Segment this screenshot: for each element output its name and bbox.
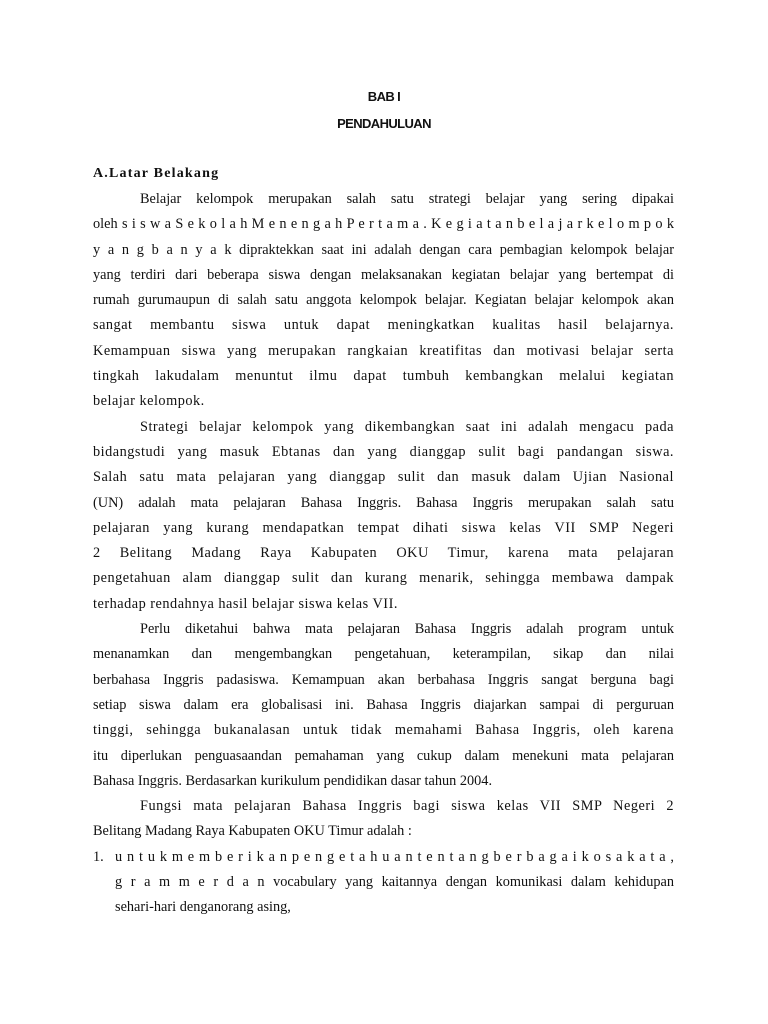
paragraph-line: setiap siswa dalam era globalisasi ini. Bahasa Inggris diajarkan sampai di perguruan <box>93 696 674 713</box>
chapter-title: PENDAHULUAN <box>337 116 431 131</box>
list-item-line: g r a m m e r d a n vocabulary yang kaitannya dengan komunikasi dalam kehidupan <box>115 874 674 891</box>
paragraph-line: belajar kelompok. <box>93 393 205 410</box>
paragraph-line: bidangstudi yang masuk Ebtanas dan yang dianggap sulit bagi pandangan siswa. <box>93 443 674 460</box>
paragraph-line: rumah gurumaupun di salah satu anggota kelompok belajar. Kegiatan belajar kelompok akan <box>93 292 674 309</box>
paragraph-line: Fungsi mata pelajaran Bahasa Inggris bagi siswa kelas VII SMP Negeri 2 <box>140 798 674 815</box>
list-item-text: u n t u k m e m b e r i k a n p e n g e t a h u a n t e n t a n g b e r b a g a i k o s a k a t a , <box>115 848 674 865</box>
paragraph-line: tingkah lakudalam menuntut ilmu dapat tumbuh kembangkan melalui kegiatan <box>93 368 674 385</box>
paragraph-line: Perlu diketahui bahwa mata pelajaran Bahasa Inggris adalah program untuk <box>140 621 674 638</box>
paragraph-line: y a n g b a n y a k dipraktekkan saat ini adalah dengan cara pembagian kelompok belajar <box>93 241 674 258</box>
paragraph-line: 2 Belitang Madang Raya Kabupaten OKU Timur, karena mata pelajaran <box>93 545 674 562</box>
paragraph-line: menanamkan dan mengembangkan pengetahuan, keterampilan, sikap dan nilai <box>93 646 674 663</box>
paragraph-line: Strategi belajar kelompok yang dikembangkan saat ini adalah mengacu pada <box>140 418 674 435</box>
list-item-line <box>93 845 674 870</box>
body-text <box>93 187 674 921</box>
list-item-line: sehari-hari denganorang asing, <box>115 899 291 916</box>
paragraph-line: Kemampuan siswa yang merupakan rangkaian kreatifitas dan motivasi belajar serta <box>93 342 674 359</box>
paragraph-line: berbahasa Inggris padasiswa. Kemampuan akan berbahasa Inggris sangat berguna bagi <box>93 671 674 688</box>
paragraph-line: oleh s i s w a S e k o l a h M e n e n g a h P e r t a m a . K e g i a t a n b e l a j a r k e l o m p o k <box>93 216 674 233</box>
chapter-number: BAB I <box>367 89 401 104</box>
paragraph-line: Bahasa Inggris. Berdasarkan kurikulum pendidikan dasar tahun 2004. <box>93 772 493 789</box>
paragraph-line: Belitang Madang Raya Kabupaten OKU Timur adalah : <box>93 823 412 840</box>
paragraph-line: terhadap rendahnya hasil belajar siswa kelas VII. <box>93 595 398 612</box>
paragraph-line: Salah satu mata pelajaran yang dianggap sulit dan masuk dalam Ujian Nasional <box>93 469 674 486</box>
paragraph-line: tinggi, sehingga bukanalasan untuk tidak memahami Bahasa Inggris, oleh karena <box>93 722 674 739</box>
section-heading: A.Latar Belakang <box>93 166 220 181</box>
paragraph-line: (UN) adalah mata pelajaran Bahasa Inggris. Bahasa Inggris merupakan salah satu <box>93 494 674 511</box>
paragraph-line: yang terdiri dari beberapa siswa dengan melaksanakan kegiatan belajar yang bertempat di <box>93 266 674 283</box>
paragraph-line: sangat membantu siswa untuk dapat meningkatkan kualitas hasil belajarnya. <box>93 317 674 334</box>
paragraph-line: pelajaran yang kurang mendapatkan tempat dihati siswa kelas VII SMP Negeri <box>93 519 674 536</box>
paragraph-line: itu diperlukan penguasaandan pemahaman yang cukup dalam menekuni mata pelajaran <box>93 747 674 764</box>
list-marker: 1. <box>93 848 104 865</box>
paragraph-line: pengetahuan alam dianggap sulit dan kurang menarik, sehingga membawa dampak <box>93 570 674 587</box>
paragraph-line: Belajar kelompok merupakan salah satu strategi belajar yang sering dipakai <box>140 191 674 207</box>
